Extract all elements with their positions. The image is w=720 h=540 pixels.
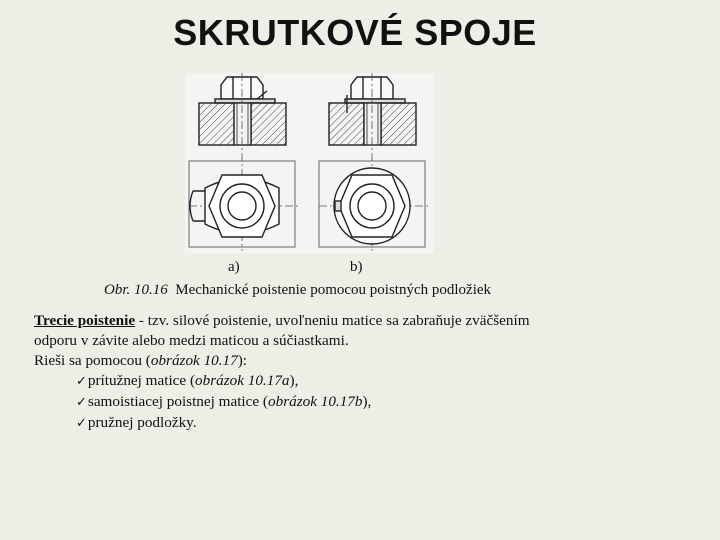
bullet-ref: obrázok 10.17b	[268, 393, 363, 410]
solve-ref: obrázok 10.17	[150, 352, 238, 369]
definition-line-2: odporu v závite alebo medzi maticou a súčiastkami.	[34, 332, 349, 349]
list-item	[34, 392, 694, 413]
lock-washer-drawing	[185, 73, 434, 253]
bullet-ref: obrázok 10.17a	[195, 372, 290, 389]
definition: tzv. silové poistenie, uvoľneniu matice sa zabraňuje zväčšením	[147, 312, 530, 329]
section-view-b	[329, 77, 416, 145]
solve-line	[34, 351, 694, 371]
solve-suffix: ):	[237, 352, 248, 369]
plan-view-b	[319, 161, 425, 247]
checkmark-icon: ✓	[76, 374, 87, 389]
bullet-text: pružnej podložky.	[87, 414, 197, 431]
checkmark-icon: ✓	[76, 416, 87, 431]
technical-drawing	[185, 73, 434, 253]
slide-title: SKRUTKOVÉ SPOJE	[173, 12, 537, 53]
bullet-end: ),	[289, 372, 299, 389]
caption-text: Mechanické poistenie pomocou poistných podložiek	[175, 282, 492, 298]
term: Trecie poistenie	[34, 312, 136, 329]
body-text	[34, 311, 694, 434]
term-separator: -	[135, 312, 148, 329]
figure-label-a: a)	[228, 259, 240, 275]
solve-prefix: Rieši sa pomocou (	[34, 352, 151, 369]
bullet-text: samoistiacej poistnej matice (	[87, 393, 268, 410]
figure-label-b: b)	[350, 259, 363, 275]
list-item	[34, 371, 694, 392]
list-item	[34, 413, 694, 434]
figure-caption	[104, 282, 491, 299]
bullet-end: ),	[362, 393, 372, 410]
bullet-text: prítužnej matice (	[87, 372, 196, 389]
caption-ref: Obr. 10.16	[104, 282, 168, 298]
section-view-a	[199, 77, 286, 145]
definition-line-1	[34, 311, 694, 331]
checkmark-icon: ✓	[76, 395, 87, 410]
